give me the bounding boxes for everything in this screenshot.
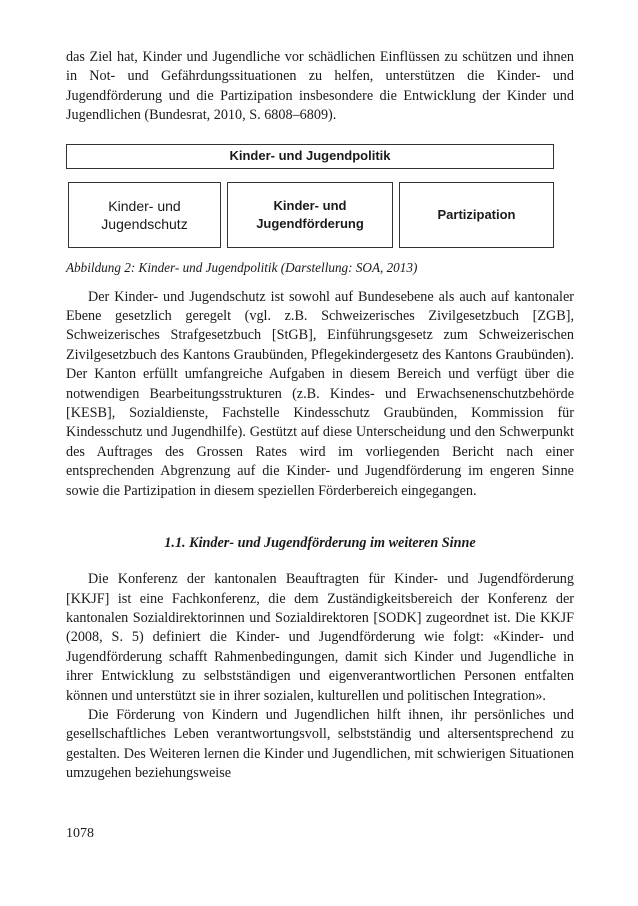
paragraph-foerderung: Die Förderung von Kindern und Jugendlichen hilft ihnen, ihr persönliches und gesellschaftliches Leben verantwortungsvoll, selbstständig und altersentsprechend zu gestalten. Des Weiteren lernen die Kinder und Jugendlichen, mit schwierigen Situationen umzugehen beziehungsweise [66,706,574,782]
box1-line2: Jugendschutz [101,215,188,232]
paragraph-kkjf: Die Konferenz der kantonalen Beauftragten für Kinder- und Jugendförderung [KKJF] ist eine Fachkonferenz, die dem Zuständigkeitsbereich der Konferenz der kantonalen Sozialdirektorinnen und Sozialdirektoren [SODK] zugeordnet ist. Die KKJF (2008, S. 5) definiert die Kinder- und Jugendförderung wie folgt: «Kinder- und Jugendförderung schafft Rahmenbedingungen, damit sich Kinder und Jugendliche in ihrer Entwicklung zu selbstständigen und eigenverantwortlichen Personen entfalten können und unterstützt sie in ihrer sozialen, kulturellen und politischen Integration». [66,571,574,704]
diagram-top-box: Kinder- und Jugendpolitik [66,144,554,169]
box2-line1: Kinder- und [273,197,347,213]
policy-diagram [66,144,574,256]
paragraph-jugendschutz: Der Kinder- und Jugendschutz ist sowohl auf Bundesebene als auch auf kantonaler Ebene gesetzlich geregelt (vgl. z.B. Schweizerisches Zivilgesetzbuch [ZGB], Schweizerisches Strafgesetzbuch [StGB], Einführungsgesetz zum Schweizerischen Zivilgesetzbuch des Kantons Graubünden, Pflegekindergesetz des Kantons Graubünden). Der Kanton erfüllt umfangreiche Aufgaben in diesem Bereich und verfügt über die notwendigen Bearbeitungsstrukturen (z.B. Kindes- und Erwachsenenschutzbehörde [KESB], Sozialdienste, Fachstelle Kindesschutz Graubünden, Kommission für Kindesschutz und Jugendhilfe). Gestützt auf diese Unterscheidung und den Schwerpunkt des Auftrages des Grossen Rates wird im vorliegenden Bericht nach einer entsprechenden Abgrenzung auf die Kinder- und Jugendförderung im engeren Sinne sowie die Partizipation in diesem speziellen Förderbereich eingegangen. [66,288,574,499]
box2-line2: Jugendförderung [256,215,364,231]
section-heading: 1.1. Kinder- und Jugendförderung im weiteren Sinne [164,535,476,552]
figure-caption: Abbildung 2: Kinder- und Jugendpolitik (Darstellung: SOA, 2013) [66,259,418,275]
diagram-box-partizipation: Partizipation [399,182,554,248]
page-body [66,48,574,784]
intro-paragraph: das Ziel hat, Kinder und Jugendliche vor schädlichen Einflüssen zu schützen und ihnen in Not- und Gefährdungssituationen zu helfen, unterstützen die Kinder- und Jugendförderung und die Partizipation insbesondere die Entwicklung der Kinder und Jugendlichen (Bundesrat, 2010, S. 6808–6809). [66,49,574,124]
diagram-box-jugendschutz [68,182,221,248]
diagram-box-jugendfoerderung [227,182,393,248]
box1-line1: Kinder- und [108,197,181,214]
page-number: 1078 [66,826,94,841]
